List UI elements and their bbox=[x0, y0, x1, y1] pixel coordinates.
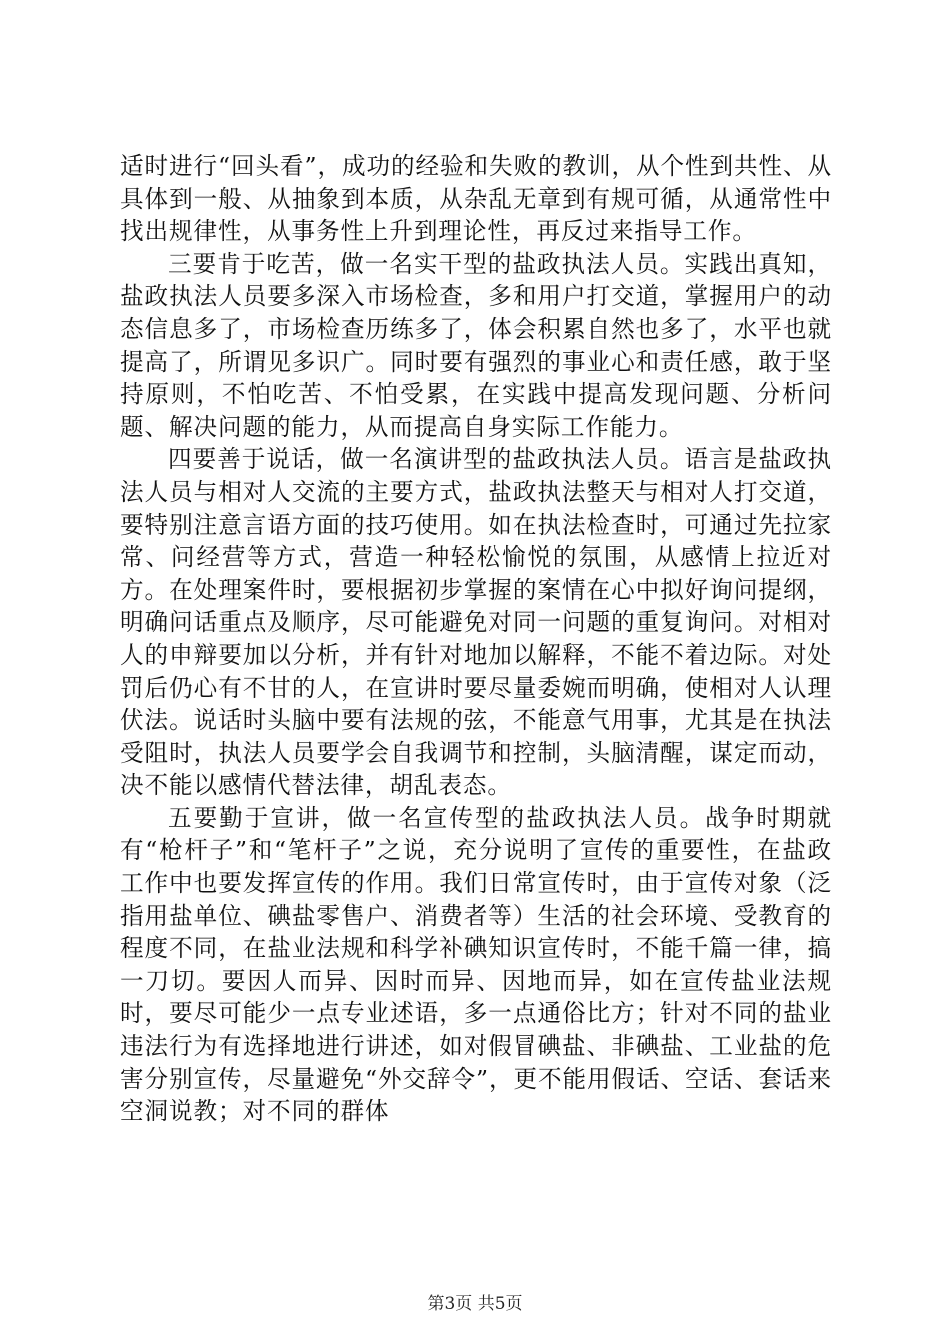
paragraph-point-four: 四要善于说话，做一名演讲型的盐政执法人员。语言是盐政执法人员与相对人交流的主要方式，盐政执法整天与相对人打交道，要特别注意言语方面的技巧使用。如在执法检查时，可通过先拉家常、问经营等方式，营造一种轻松愉悦的氛围，从感情上拉近对方。在处理案件时，要根据初步掌握的案情在心中拟好询问提纲，明确问话重点及顺序，尽可能避免对同一问题的重复询问。对相对人的申辩要加以分析，并有针对地加以解释，不能不着边际。对处罚后仍心有不甘的人，在宣讲时要尽量委婉而明确，使相对人认理伏法。说话时头脑中要有法规的弦，不能意气用事，尤其是在执法受阻时，执法人员要学会自我调节和控制，头脑清醒，谋定而动，决不能以感情代替法律，胡乱表态。 bbox=[120, 445, 832, 800]
page-number-footer: 第3页 共5页 bbox=[427, 1294, 523, 1314]
paragraph-point-five: 五要勤于宣讲，做一名宣传型的盐政执法人员。战争时期就有“枪杆子”和“笔杆子”之说，充分说明了宣传的重要性，在盐政工作中也要发挥宣传的作用。我们日常宣传时，由于宣传对象（泛指用盐单位、碘盐零售户、消费者等）生活的社会环境、受教育的程度不同，在盐业法规和科学补碘知识宣传时，不能千篇一律，搞一刀切。要因人而异、因时而异、因地而异，如在宣传盐业法规时，要尽可能少一点专业述语，多一点通俗比方；针对不同的盐业违法行为有选择地进行讲述，如对假冒碘盐、非碘盐、工业盐的危害分别宣传，尽量避免“外交辞令”，更不能用假话、空话、套话来空洞说教；对不同的群体 bbox=[120, 803, 832, 1126]
document-body bbox=[120, 150, 832, 1128]
paragraph-continuation: 适时进行“回头看”，成功的经验和失败的教训，从个性到共性、从具体到一般、从抽象到本质，从杂乱无章到有规可循，从通常性中找出规律性，从事务性上升到理论性，再反过来指导工作。 bbox=[120, 152, 832, 246]
paragraph-point-three: 三要肯于吃苦，做一名实干型的盐政执法人员。实践出真知，盐政执法人员要多深入市场检查，多和用户打交道，掌握用户的动态信息多了，市场检查历练多了，体会积累自然也多了，水平也就提高了，所谓见多识广。同时要有强烈的事业心和责任感，敢于坚持原则，不怕吃苦、不怕受累，在实践中提高发现问题、分析问题、解决问题的能力，从而提高自身实际工作能力。 bbox=[120, 249, 832, 441]
